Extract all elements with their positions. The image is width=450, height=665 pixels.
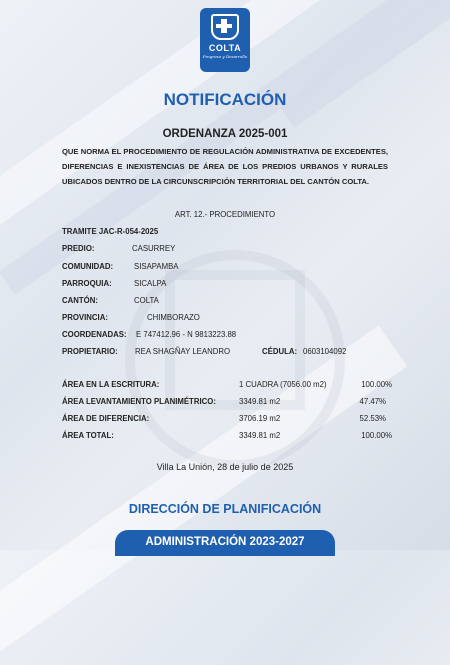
area-label: ÁREA LEVANTAMIENTO PLANIMÉTRICO: — [62, 397, 216, 406]
field-label: COMUNIDAD: — [62, 262, 114, 271]
logo-name: COLTA — [208, 43, 242, 53]
area-value: 1 CUADRA (7056.00 m2) — [239, 380, 327, 389]
field-value: E 747412.96 - N 9813223.88 — [136, 330, 237, 339]
article-reference: ART. 12.- PROCEDIMIENTO — [174, 210, 276, 219]
field-value: SICALPA — [134, 279, 167, 288]
field-value: CHIMBORAZO — [147, 313, 200, 322]
logo-tagline: Progreso y Desarrollo — [202, 54, 248, 59]
field-label: PREDIO: — [62, 244, 95, 253]
administration-banner: ADMINISTRACIÓN 2023-2027 — [115, 530, 335, 556]
area-value: 3349.81 m2 — [239, 397, 281, 406]
area-percent: 100.00% — [361, 380, 392, 389]
area-value: 3349.81 m2 — [239, 431, 281, 440]
department-name: DIRECCIÓN DE PLANIFICACIÓN — [128, 502, 322, 516]
colta-logo — [200, 8, 250, 72]
field-label: CANTÓN: — [62, 296, 98, 305]
shield-icon — [211, 14, 239, 40]
page-title: NOTIFICACIÓN — [163, 90, 287, 109]
ordinance-title: ORDENANZA 2025-001 — [162, 128, 288, 140]
area-percent: 52.53% — [359, 414, 386, 423]
field-value: 0603104092 — [303, 347, 347, 356]
area-label: ÁREA TOTAL: — [62, 431, 114, 440]
field-value: COLTA — [134, 296, 159, 305]
field-label: COORDENADAS: — [62, 330, 127, 339]
area-label: ÁREA EN LA ESCRITURA: — [62, 380, 160, 389]
area-value: 3706.19 m2 — [239, 414, 281, 423]
field-label: CÉDULA: — [262, 347, 298, 356]
date-location: Villa La Unión, 28 de julio de 2025 — [156, 462, 294, 472]
area-label: ÁREA DE DIFERENCIA: — [62, 414, 150, 423]
field-label: PROVINCIA: — [62, 313, 108, 322]
tramite-number: TRAMITE JAC-R-054-2025 — [62, 227, 159, 236]
field-value: SISAPAMBA — [134, 262, 179, 271]
ordinance-description: QUE NORMA EL PROCEDIMIENTO DE REGULACIÓN ADMINISTRATIVA DE EXCEDENTES, DIFERENCIAS E INEXISTENCIAS DE ÁREA DE LOS PREDIOS URBANOS Y RURALES UBICADOS DENTRO DE LA CIRCUNSCRIPCIÓN TERRITORIAL DEL CANTÓN COLTA. — [62, 147, 388, 186]
field-value: CASURREY — [132, 244, 176, 253]
field-label: PROPIETARIO: — [62, 347, 118, 356]
watermark-emblem-inner — [165, 270, 305, 410]
field-value: REA SHAGÑAY LEANDRO — [135, 347, 231, 356]
area-percent: 100.00% — [361, 431, 392, 440]
field-label: PARROQUIA: — [62, 279, 112, 288]
area-percent: 47.47% — [359, 397, 386, 406]
